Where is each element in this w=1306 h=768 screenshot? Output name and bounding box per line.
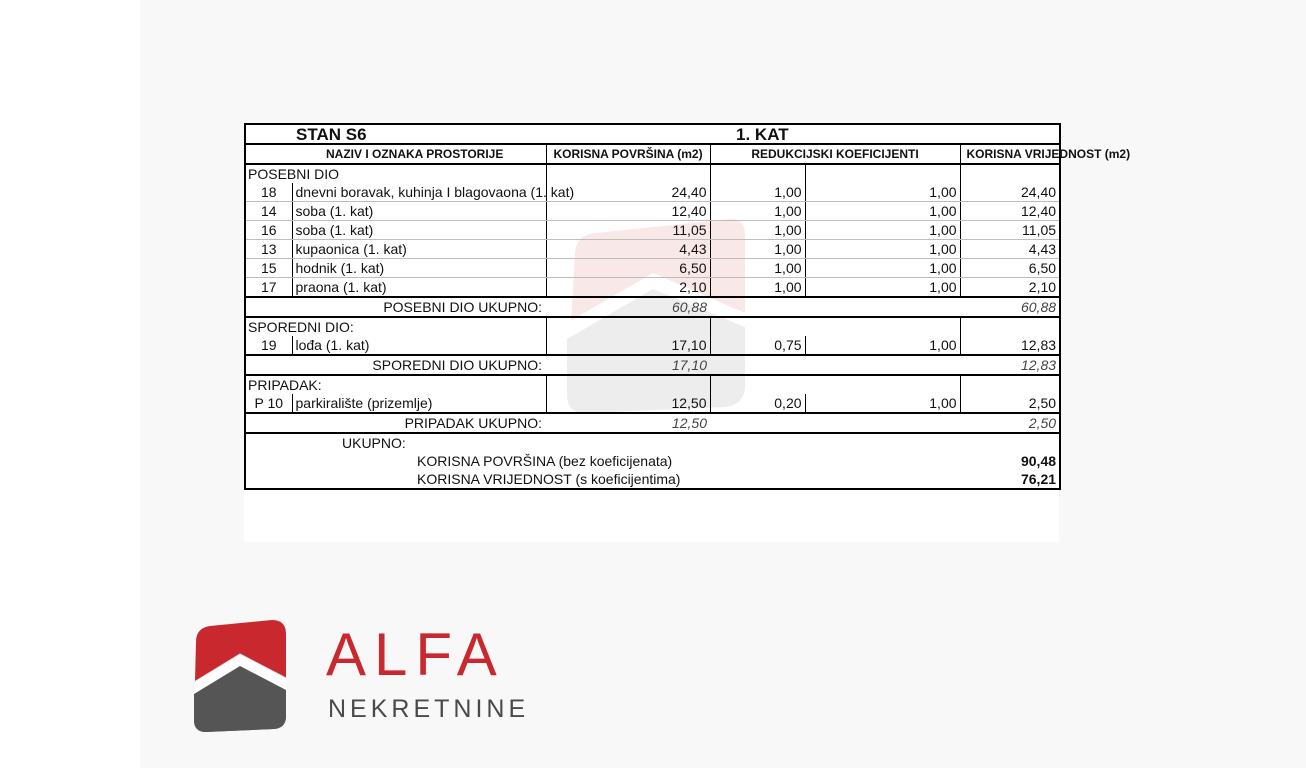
room-value: 12,83: [960, 336, 1060, 355]
section-label: POSEBNI DIO: [245, 164, 546, 183]
room-area: 17,10: [546, 336, 710, 355]
floor-label: 1. KAT: [546, 124, 1060, 144]
room-name: dnevni boravak, kuhinja I blagovaona (1. kat): [292, 183, 546, 202]
room-name: soba (1. kat): [292, 202, 546, 221]
room-value: 12,40: [960, 202, 1060, 221]
summary-row: [245, 470, 1060, 489]
room-name: praona (1. kat): [292, 278, 546, 298]
table-row: [245, 336, 1060, 355]
room-name: hodnik (1. kat): [292, 259, 546, 278]
room-number: 16: [245, 221, 292, 240]
room-coef-2: 1,00: [805, 202, 960, 221]
room-value: 2,10: [960, 278, 1060, 298]
house-logo-icon: [190, 620, 290, 732]
summary-label: UKUPNO:: [245, 433, 546, 452]
room-area: 4,43: [546, 240, 710, 259]
room-number: 14: [245, 202, 292, 221]
room-coef-1: 0,75: [710, 336, 805, 355]
summary-value-label: KORISNA VRIJEDNOST (s koeficijentima): [292, 470, 805, 489]
room-name: parkiralište (prizemlje): [292, 394, 546, 413]
room-name: soba (1. kat): [292, 221, 546, 240]
room-coef-1: 1,00: [710, 221, 805, 240]
section-total-label: POSEBNI DIO UKUPNO:: [245, 297, 546, 317]
room-coef-2: 1,00: [805, 240, 960, 259]
room-coef-1: 1,00: [710, 278, 805, 298]
room-number: 18: [245, 183, 292, 202]
apartment-title: STAN S6: [245, 124, 546, 144]
room-number: 15: [245, 259, 292, 278]
room-value: 6,50: [960, 259, 1060, 278]
room-number: 13: [245, 240, 292, 259]
room-coef-1: 0,20: [710, 394, 805, 413]
room-area: 12,50: [546, 394, 710, 413]
room-coef-1: 1,00: [710, 240, 805, 259]
room-value: 11,05: [960, 221, 1060, 240]
room-coef-1: 1,00: [710, 259, 805, 278]
section-total-value: 2,50: [960, 413, 1060, 433]
header-value: KORISNA VRIJEDNOST (m2): [960, 144, 1060, 164]
room-value: 24,40: [960, 183, 1060, 202]
section-total-label: PRIPADAK UKUPNO:: [245, 413, 546, 433]
area-table: [244, 123, 1131, 490]
section-total-area: 60,88: [546, 297, 710, 317]
section-total-label: SPOREDNI DIO UKUPNO:: [245, 355, 546, 375]
table-row: [245, 221, 1060, 240]
room-area: 2,10: [546, 278, 710, 298]
section-total-row: [245, 297, 1060, 317]
table-row: [245, 278, 1060, 298]
summary-row: [245, 452, 1060, 470]
section-total-value: 12,83: [960, 355, 1060, 375]
room-name: kupaonica (1. kat): [292, 240, 546, 259]
section-row: [245, 164, 1060, 183]
room-coef-1: 1,00: [710, 202, 805, 221]
room-coef-1: 1,00: [710, 183, 805, 202]
room-coef-2: 1,00: [805, 221, 960, 240]
room-coef-2: 1,00: [805, 259, 960, 278]
header-room-name: NAZIV I OZNAKA PROSTORIJE: [245, 144, 546, 164]
company-logo: [190, 620, 530, 732]
header-area: KORISNA POVRŠINA (m2): [546, 144, 710, 164]
room-coef-2: 1,00: [805, 278, 960, 298]
table-row: [245, 259, 1060, 278]
room-area: 6,50: [546, 259, 710, 278]
summary-area-value: 90,48: [960, 452, 1060, 470]
section-row: [245, 317, 1060, 336]
section-row: [245, 375, 1060, 394]
logo-wordmark: ALFA: [326, 621, 505, 688]
section-total-row: [245, 413, 1060, 433]
room-number: 19: [245, 336, 292, 355]
summary-value-value: 76,21: [960, 470, 1060, 489]
room-value: 2,50: [960, 394, 1060, 413]
table-row: [245, 202, 1060, 221]
section-total-row: [245, 355, 1060, 375]
apartment-area-sheet: [244, 123, 1131, 542]
room-number: P 10: [245, 394, 292, 413]
section-total-value: 60,88: [960, 297, 1060, 317]
summary-area-label: KORISNA POVRŠINA (bez koeficijenata): [417, 452, 673, 469]
table-row: [245, 394, 1060, 413]
section-label: PRIPADAK:: [245, 375, 546, 394]
room-area: 11,05: [546, 221, 710, 240]
room-area: 12,40: [546, 202, 710, 221]
room-coef-2: 1,00: [805, 394, 960, 413]
room-coef-2: 1,00: [805, 336, 960, 355]
room-name: lođa (1. kat): [292, 336, 546, 355]
room-value: 4,43: [960, 240, 1060, 259]
header-coefficients: REDUKCIJSKI KOEFICIJENTI: [710, 144, 960, 164]
logo-subtitle: NEKRETNINE: [328, 695, 530, 723]
room-number: 17: [245, 278, 292, 298]
room-area: 24,40: [546, 183, 710, 202]
section-total-area: 17,10: [546, 355, 710, 375]
table-row: [245, 240, 1060, 259]
section-label: SPOREDNI DIO:: [245, 317, 546, 336]
room-coef-2: 1,00: [805, 183, 960, 202]
summary-row: [245, 433, 1060, 452]
section-total-area: 12,50: [546, 413, 710, 433]
table-row: [245, 183, 1060, 202]
